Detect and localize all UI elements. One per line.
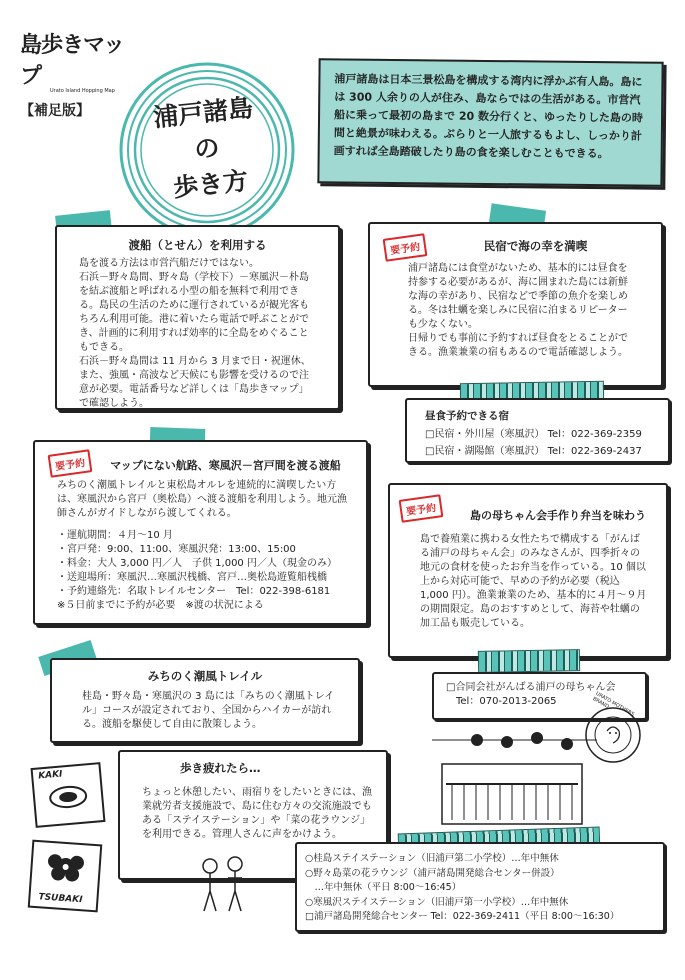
bento-text: 島で養殖業に携わる女性たちで構成する「がんばる浦戸の母ちゃん会」のみなさんが、四季折々の地元の食材を使ったお弁当を作っている。10 個以上から対応可能で、早めの予約が必要（税込 1,000 円）。漁業兼業のため、基本的に４月～９月の期間限定。島のおすすめとして、海苔や牡蠣の加工品も販売している。 (420, 534, 647, 629)
minshuku-card (368, 222, 663, 387)
reservation-badge: 要予約 (383, 233, 428, 262)
tsubaki-label: TSUBAKI (38, 892, 83, 906)
logo-text: 島歩きマップ (20, 32, 125, 89)
minshuku-title: 民宿で海の幸を満喫 (483, 239, 588, 253)
route-details: ・運航期間：４月～10 月 ・宮戸発：9:00、11:00、寒風沢発：13:00、15:00 ・料金：大人 3,000 円／人 子供 1,000 円／人（現金のみ） ・送迎場所：寒風沢…寒風沢桟橋、宮戸…奥松島遊覧船桟橋 ・予約連絡先：名取トレイルセンター Tel：022-398-6181 ※５日前までに予約が必要 ※渡の状況による (57, 530, 337, 611)
reservation-badge: 要予約 (399, 494, 444, 523)
bento-card (388, 483, 668, 658)
ferry-title: 渡船（とせん）を利用する (128, 238, 267, 252)
minshuku-list-card (405, 398, 670, 463)
striped-tape (478, 649, 580, 673)
tsubaki-stamp (28, 840, 103, 913)
intro-box (317, 58, 663, 187)
kaki-stamp (31, 762, 106, 828)
minshuku-text: 浦戸諸島には食堂がないため、基本的には昼食を持参する必要があるが、海に囲まれた島には新鮮な海の幸があり、民宿などで季節の魚介を楽しめる。冬は牡蠣を楽しみに民宿に泊まるリピーターも少なくない。 日帰りでも事前に予約すれば昼食をとることができる。漁業兼業の宿もあるので電話確認しよう。 (408, 263, 628, 358)
ferry-text: 島を渡る方法は市営汽船だけではない。 石浜－野々島間、野々島（学校下）－寒風沢－朴島を結ぶ渡船と呼ばれる小型の船を無料で利用できる。島民の生活のために運行されているが観光客もちろん利用可能。港に着いたら電話で呼ぶことができ、計画的に利用すれば効率的に全島をめぐることもできる。 石浜－野々島間は 11 月から 3 月まで日・祝運休、また、強風・高波など天候にも影響を受けるので注意が必要。電話番号など詳しくは「島歩きマップ」で確認しよう。 (79, 258, 311, 409)
trail-card (50, 658, 360, 743)
edition-label: 【補足版】 (20, 103, 90, 119)
route-card (33, 440, 368, 625)
minshuku-list-item-1: □民宿・外川屋（寒風沢） Tel：022-369-2359 (425, 429, 642, 440)
kaki-label: KAKI (37, 769, 63, 782)
intro-text: 浦戸諸島は日本三景松島を構成する湾内に浮かぶ有人島。島には 300 人余りの人が住み、島ならではの生活がある。市営汽船に乗って最初の島まで 20 数分行くと、ゆったりした島の時間と絶景が味わえる。ぶらりと一人旅するもよし、しっかり計画すれば全島踏破したり島の食を楽しむこともできる。 (333, 72, 643, 161)
minshuku-list-item-2: □民宿・湖陽館（寒風沢） Tel：022-369-2437 (425, 446, 642, 457)
minshuku-list-title: 昼食予約できる宿 (425, 410, 509, 422)
bento-title: 島の母ちゃん会手作り弁当を味わう (470, 509, 646, 522)
camellia-icon (31, 842, 100, 892)
pier-icon (432, 722, 602, 832)
trail-text: 桂島・野々島・寒風沢の 3 島には「みちのく潮風トレイル」コースが設定されており、全国からハイカーが訪れる。渡船を駆使して自由に散策しよう。 (82, 691, 335, 730)
ferry-card (55, 225, 340, 410)
rest-text: ちょっと休憩したい、雨宿りをしたいときには、漁業就労者支援施設で、島に住む方々の交流施設でもある「ステイステーション」や「菜の花ラウンジ」を利用できる。管理人さんに声をかけよう。 (142, 787, 372, 840)
circle-title (112, 55, 302, 245)
pier-illustration (432, 722, 602, 832)
hikers-icon (185, 848, 260, 918)
route-text: みちのく潮風トレイルと東松島オルレを連続的に満喫したい方は、寒風沢から宮戸（奥松島）へ渡る渡船を利用しよう。地元漁師さんがガイドしながら渡してくれる。 (57, 480, 347, 519)
bento-contact: □合同会社がんばる浦戸の母ちゃん会 Tel：070-2013-2065 (446, 682, 616, 707)
circle-title-line3: 歩き方 (171, 165, 250, 203)
rest-title: 歩き疲れたら… (180, 761, 261, 775)
rest-list-card (295, 842, 665, 932)
logo-sub: Urato Island Hopping Map (50, 88, 115, 94)
trail-title: みちのく潮風トレイル (147, 669, 263, 683)
circle-title-line2: の (192, 132, 221, 165)
circle-title-line1: 浦戸諸島 (151, 93, 255, 133)
rest-list: ○桂島ステイステーション（旧浦戸第二小学校）…年中無休 ○野々島菜の花ラウンジ（浦戸諸島開発総合センター併設） …年中無休（平日 8:00～16:45） ○寒風沢ステイステーション（旧浦戸第一小学校）…年中無休 □浦戸諸島開発総合センター Tel：022-369-2411（平日 8:00～16:30） (305, 853, 620, 922)
stamp-text: URATO MOTHERS BRAND (591, 690, 636, 718)
oyster-icon (34, 776, 103, 822)
people-illustration (185, 848, 260, 918)
route-title: マップにない航路、寒風沢－宮戸間を渡る渡船 (110, 459, 341, 472)
reservation-badge: 要予約 (48, 449, 93, 478)
